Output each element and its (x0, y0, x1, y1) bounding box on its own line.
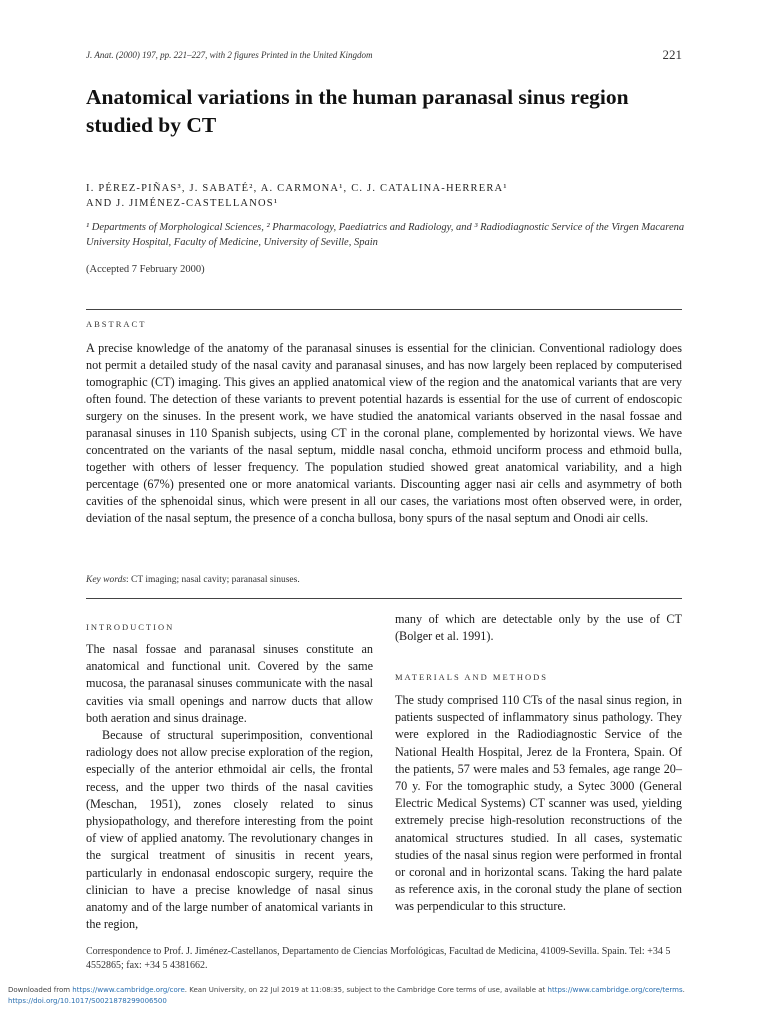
keywords-list: : CT imaging; nasal cavity; paranasal sinuses. (126, 575, 300, 585)
accepted-date: (Accepted 7 February 2000) (86, 264, 205, 275)
footer-prefix: Downloaded from (8, 986, 73, 994)
methods-body: The study comprised 110 CTs of the nasal sinus region, in patients suspected of inflammatory sinus pathology. They were explored in the Radiodiagnostic Service of the National Health Hospital, Jerez de la Frontera, Spain. Of the patients, 57 were males and 53 females, age range 20–70 y. For the tomographic study, a Sytec 3000 (General Electric Medical Systems) CT scanner was used, yielding extremely precise high-resolution reconstructions of the anatomical structures studied. In all cases, systematic studies of the nasal sinus region were performed in frontal or coronal and in horizontal scans. Taking the hard palate as reference axis, in the coronal study the plane of section was perpendicular to this structure. (395, 693, 682, 914)
affiliations: ¹ Departments of Morphological Sciences, ² Pharmacology, Paediatrics and Radiology, and ³ Radiodiagnostic Service of the Virgen Macarena University Hospital, Faculty of Medicine, University of Seville, Spain (86, 222, 685, 248)
terms-link[interactable]: https://www.cambridge.org/core/terms (547, 986, 683, 994)
page-number: 221 (662, 47, 682, 62)
divider-bottom (86, 598, 682, 599)
abstract-text: A precise knowledge of the anatomy of the paranasal sinuses is essential for the clinician. Conventional radiology does not permit a detailed study of the nasal cavity and paranasal sinuses, and has now largely been replaced by computerised tomographic (CT) imaging. This gives an applied anatomical view of the region and the anatomical variants that are very often found. The detection of these variants to prevent potential hazards is essential for the use of current of endoscopic surgery on the sinuses. In the present work, we have studied the anatomical variants observed in the nasal fossae and paranasal sinuses in 110 Spanish subjects, using CT in the coronal plane, complemented by horizontal views. We have concentrated on the variants of the nasal septum, middle nasal concha, ethmoid unciform process and ethmoid bulla, together with others of lesser frequency. The population studied showed great anatomical variability, and a high percentage (67%) presented one or more anatomical variants. Discounting agger nasi air cells and asymmetry of both cavities of the sphenoidal sinus, which were present in all our cases, the variations most often observed were, in order, deviation of the nasal septum, the presence of a concha bullosa, bony spurs of the nasal septum and Onodi air cells. (86, 341, 682, 525)
divider-top (86, 309, 682, 310)
footer-middle: . Kean University, on 22 Jul 2019 at 11:08:35, subject to the Cambridge Core terms of use, available at (184, 986, 548, 994)
keywords (86, 575, 300, 585)
journal-name: J. Anat. (86, 50, 114, 60)
correspondence-note: Correspondence to Prof. J. Jiménez-Castellanos, Departamento de Ciencias Morfológicas, Facultad de Medicina, 41009-Sevilla. Spain. Tel: +34 5 4552865; fax: +34 5 4381662. (86, 946, 671, 971)
introduction-heading: INTRODUCTION (86, 622, 175, 632)
abstract-heading: ABSTRACT (86, 319, 147, 329)
doi-link[interactable]: https://doi.org/10.1017/S0021878299006500 (8, 997, 167, 1005)
author-line-2: AND J. JIMÉNEZ-CASTELLANOS¹ (86, 198, 279, 209)
download-footer (8, 985, 760, 1007)
keywords-label: Key words (86, 575, 127, 585)
introduction-body (86, 641, 373, 933)
intro-paragraph-1: The nasal fossae and paranasal sinuses constitute an anatomical and functional unit. Covered by the same mucosa, the paranasal sinuses communicate with the nasal cavities via small openings and narrow ducts that allow both aeration and sinus drainage. (86, 642, 373, 725)
journal-details: (2000) 197, pp. 221–227, with 2 figures Printed in the United Kingdom (115, 50, 373, 60)
author-list (86, 181, 686, 211)
author-line-1: I. PÉREZ-PIÑAS³, J. SABATÉ², A. CARMONA¹, C. J. CATALINA-HERRERA¹ (86, 183, 508, 194)
journal-citation (86, 50, 373, 60)
introduction-continuation: many of which are detectable only by the use of CT (Bolger et al. 1991). (395, 612, 682, 644)
article-title: Anatomical variations in the human paranasal sinus region studied by CT (86, 85, 629, 137)
cambridge-core-link[interactable]: https://www.cambridge.org/core (72, 986, 185, 994)
footer-suffix: . (682, 986, 685, 994)
methods-heading: MATERIALS AND METHODS (395, 672, 548, 682)
intro-paragraph-2: Because of structural superimposition, conventional radiology does not allow precise exploration of the region, especially of the anterior ethmoidal air cells, the frontal recess, and the upper two thirds of the nasal cavities (Meschan, 1951), zones closely related to sinus physiopathology, and therefore interesting from the point of view of applied anatomy. The revolutionary changes in the surgical treatment of sinusitis in recent years, particularly in endonasal endoscopic surgery, require the clinician to have a precise knowledge of nasal sinus anatomy and of the large number of anatomical variants in the region, (86, 728, 373, 932)
